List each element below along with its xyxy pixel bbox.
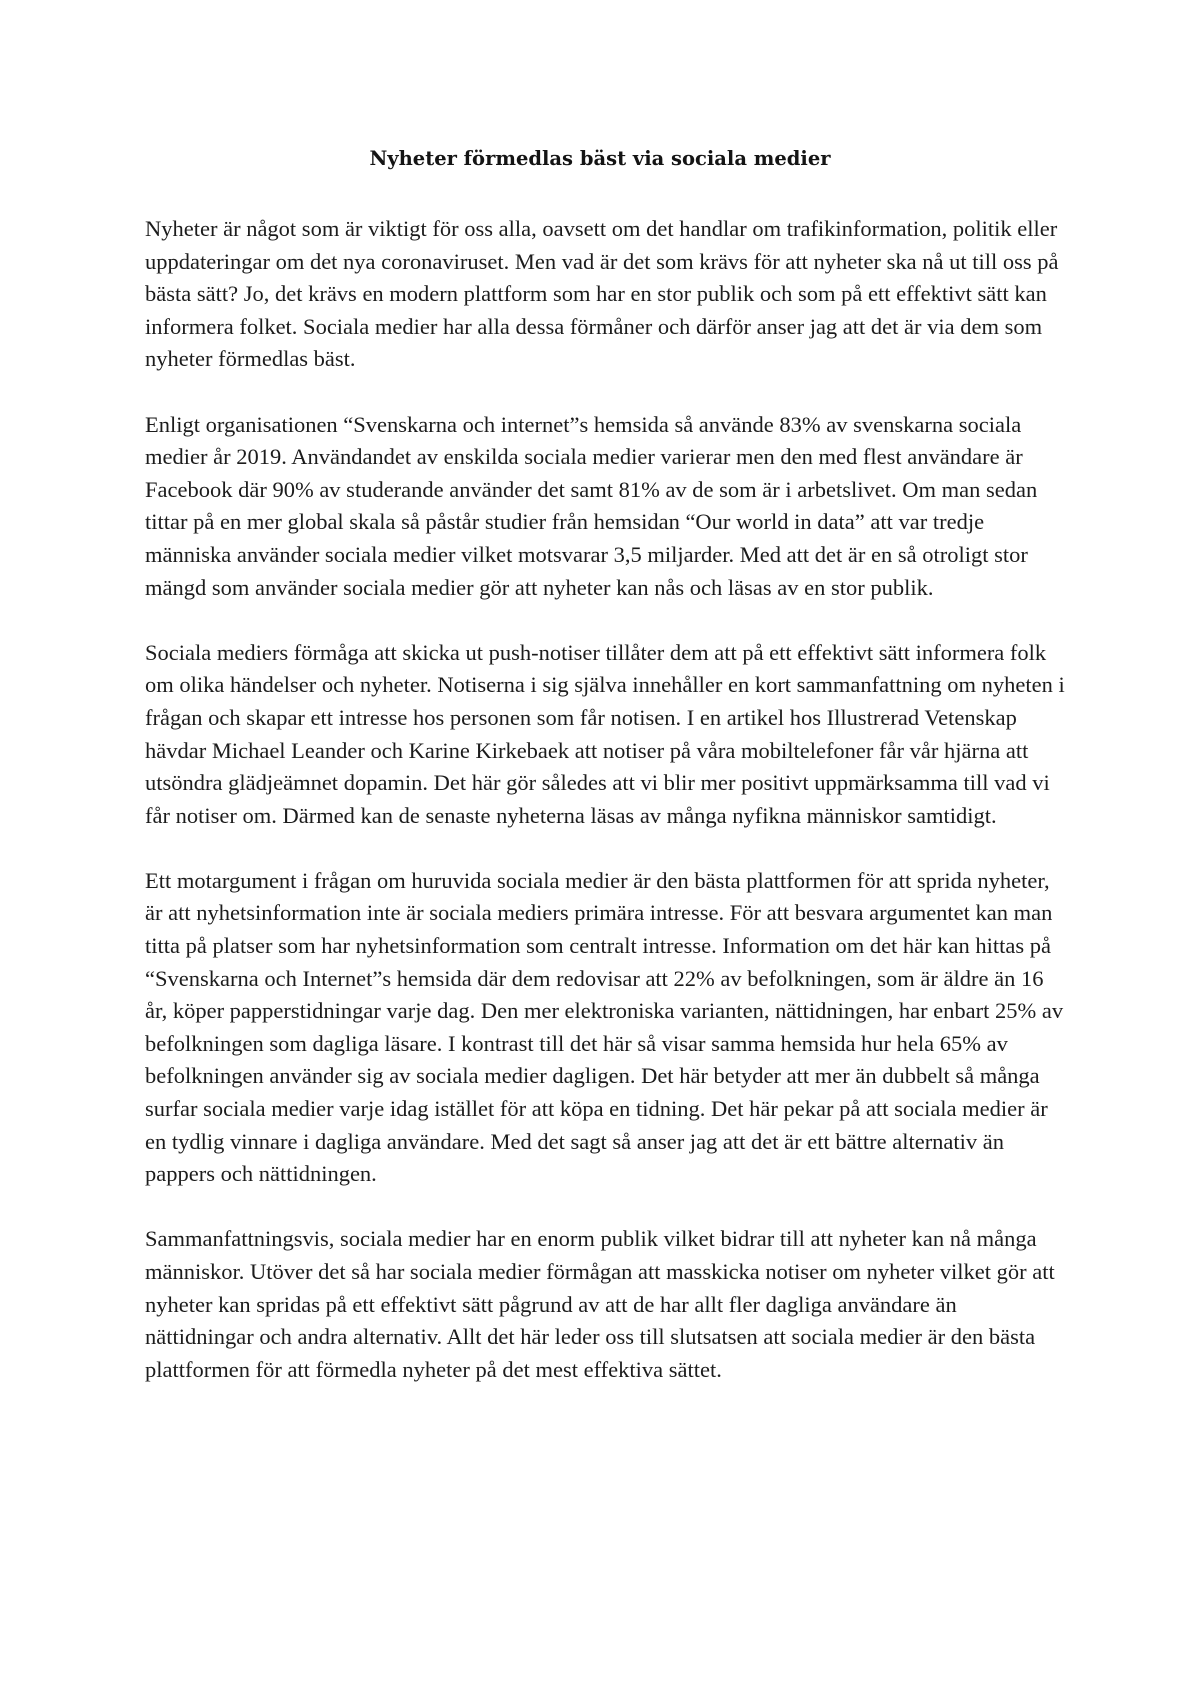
document-title: Nyheter förmedlas bäst via sociala medier [369,147,831,170]
paragraph-introduction: Nyheter är något som är viktigt för oss alla, oavsett om det handlar om trafikinformation, politik eller uppdateringar om det nya coronaviruset. Men vad är det som krävs för att nyheter ska nå ut till oss på bästa sätt? Jo, det krävs en modern plattform som har en stor publik och som på ett effektivt sätt kan informera folket. Sociala medier har alla dessa förmåner och därför anser jag att det är via dem som nyheter förmedlas bäst. [145,216,1059,372]
document-body [145,213,1065,1386]
paragraph-push-notifications: Sociala mediers förmåga att skicka ut push-notiser tillåter dem att på ett effektivt sätt informera folk om olika händelser och nyheter. Notiserna i sig själva innehåller en kort sammanfattning om nyheten i frågan och skapar ett intresse hos personen som får notisen. I en artikel hos Illustrerad Vetenskap hävdar Michael Leander och Karine Kirkebaek att notiser på våra mobiltelefoner får vår hjärna att utsöndra glädjeämnet dopamin. Det här gör således att vi blir mer positivt uppmärksamma till vad vi får notiser om. Därmed kan de senaste nyheterna läsas av många nyfikna människor samtidigt. [145,639,1065,828]
paragraph-usage-statistics: Enligt organisationen “Svenskarna och internet”s hemsida så använde 83% av svenskarna sociala medier år 2019. Användandet av enskilda sociala medier varierar men den med flest användare är Facebook där 90% av studerande använder det samt 81% av de som är i arbetslivet. Om man sedan tittar på en mer global skala så påstår studier från hemsidan “Our world in data” att var tredje människa använder sociala medier vilket motsvarar 3,5 miljarder. Med att det är en så otroligt stor mängd som använder sociala medier gör att nyheter kan nås och läsas av en stor publik. [145,411,1038,600]
paragraph-conclusion: Sammanfattningsvis, sociala medier har en enorm publik vilket bidrar till att nyheter kan nå många människor. Utöver det så har sociala medier förmågan att masskicka notiser om nyheter vilket gör att nyheter kan spridas på ett effektivt sätt pågrund av att de har allt fler dagliga användare än nättidningar och andra alternativ. Allt det här leder oss till slutsatsen att sociala medier är den bästa plattformen för att förmedla nyheter på det mest effektiva sättet. [145,1226,1055,1382]
paragraph-counterargument: Ett motargument i frågan om huruvida sociala medier är den bästa plattformen för att sprida nyheter, är att nyhetsinformation inte är sociala mediers primära intresse. För att besvara argumentet kan man titta på platser som har nyhetsinformation som centralt intresse. Information om det här kan hittas på “Svenskarna och Internet”s hemsida där dem redovisar att 22% av befolkningen, som är äldre än 16 år, köper papperstidningar varje dag. Den mer elektroniska varianten, nättidningen, har enbart 25% av befolkningen som dagliga läsare. I kontrast till det här så visar samma hemsida hur hela 65% av befolkningen använder sig av sociala medier dagligen. Det här betyder att mer än dubbelt så många surfar sociala medier varje idag istället för att köpa en tidning. Det här pekar på att sociala medier är en tydlig vinnare i dagliga användare. Med det sagt så anser jag att det är ett bättre alternativ än pappers och nättidningen. [145,867,1064,1187]
